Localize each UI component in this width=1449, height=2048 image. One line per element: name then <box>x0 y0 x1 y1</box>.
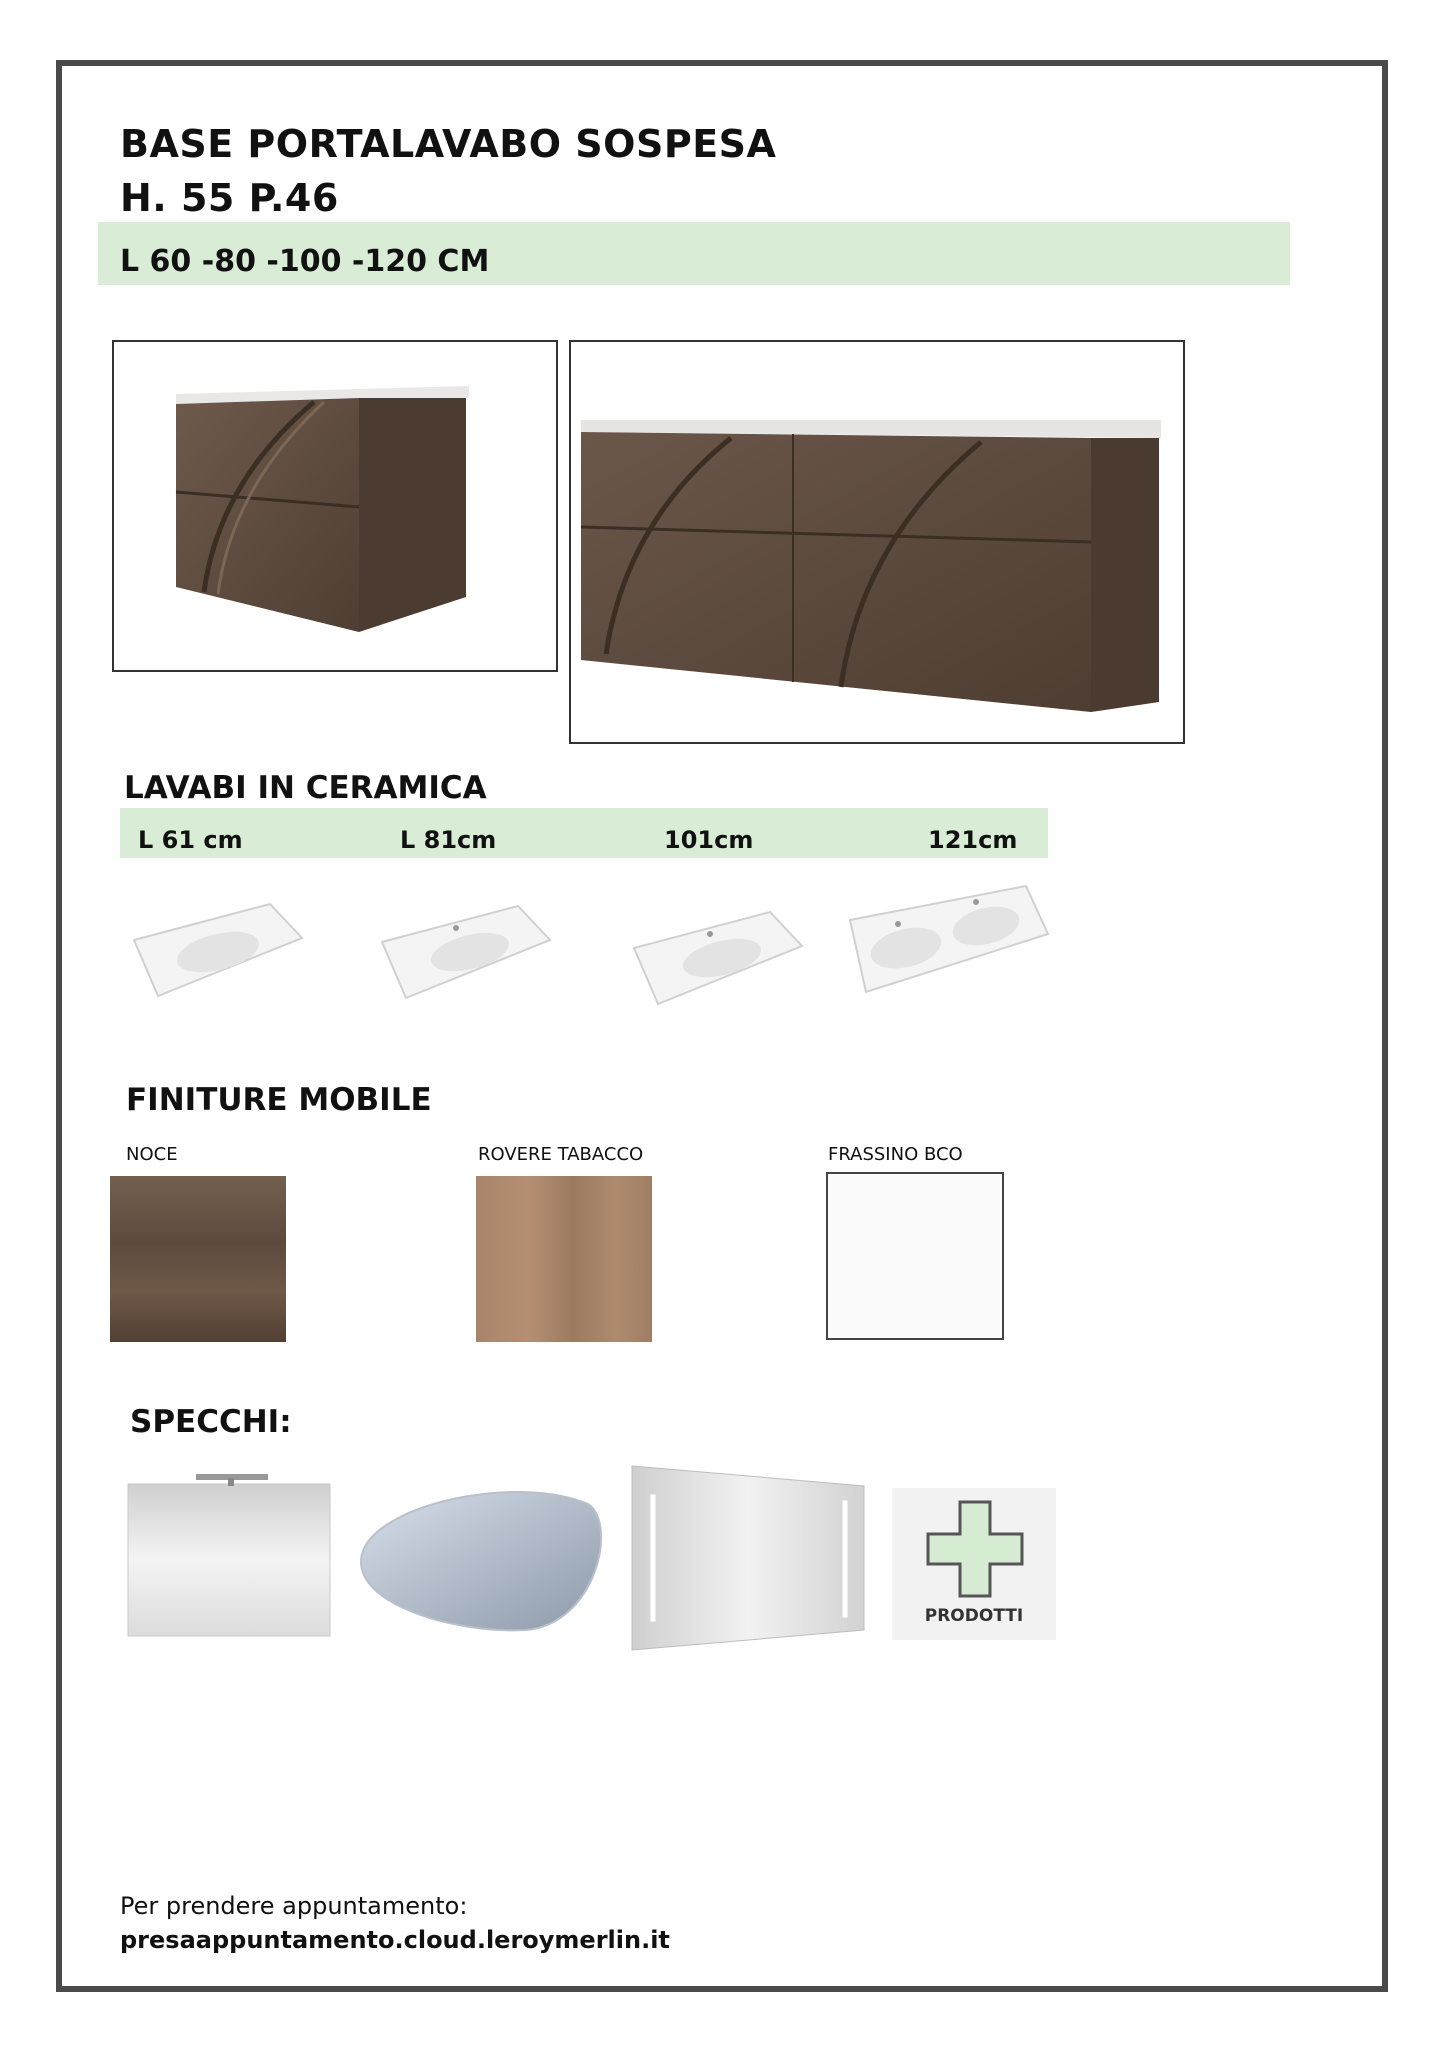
sink-label-81: L 81cm <box>400 826 497 854</box>
footer-appointment-link[interactable]: presaappuntamento.cloud.leroymerlin.it <box>120 1926 670 1954</box>
sink-label-101: 101cm <box>664 826 754 854</box>
sink-image-81 <box>378 900 558 1010</box>
dimensions-text: L 60 -80 -100 -120 CM <box>120 244 490 279</box>
sink-label-61: L 61 cm <box>138 826 243 854</box>
mirror-led-image <box>628 1464 868 1654</box>
finish-swatch-noce <box>110 1176 286 1342</box>
finish-swatch-rovere-tabacco <box>476 1176 652 1342</box>
sinks-heading: LAVABI IN CERAMICA <box>124 770 487 806</box>
mirrors-heading: SPECCHI: <box>130 1404 292 1440</box>
sink-image-61 <box>130 898 310 1008</box>
sink-image-101 <box>630 906 810 1016</box>
footer-appointment-text: Per prendere appuntamento: <box>120 1892 468 1920</box>
more-products-tile[interactable] <box>892 1488 1056 1640</box>
more-products-label: PRODOTTI <box>924 1606 1024 1626</box>
sink-image-121 <box>846 880 1056 1000</box>
plus-icon <box>926 1500 1024 1598</box>
double-vanity-cabinet-image <box>569 340 1185 744</box>
sink-label-121: 121cm <box>928 826 1018 854</box>
finish-label-frassino-bco: FRASSINO BCO <box>828 1144 963 1165</box>
finish-label-rovere-tabacco: ROVERE TABACCO <box>478 1144 644 1165</box>
mirror-rectangular-lamp-image <box>126 1470 336 1642</box>
finish-swatch-frassino-bco <box>826 1172 1004 1340</box>
finishes-heading: FINITURE MOBILE <box>126 1082 432 1118</box>
page-title: BASE PORTALAVABO SOSPESA <box>120 122 777 166</box>
sinks-band <box>120 808 1048 858</box>
page-subtitle: H. 55 P.46 <box>120 176 339 220</box>
finish-label-noce: NOCE <box>126 1144 178 1165</box>
single-vanity-cabinet-image <box>112 340 558 672</box>
mirror-oval-image <box>356 1484 608 1634</box>
